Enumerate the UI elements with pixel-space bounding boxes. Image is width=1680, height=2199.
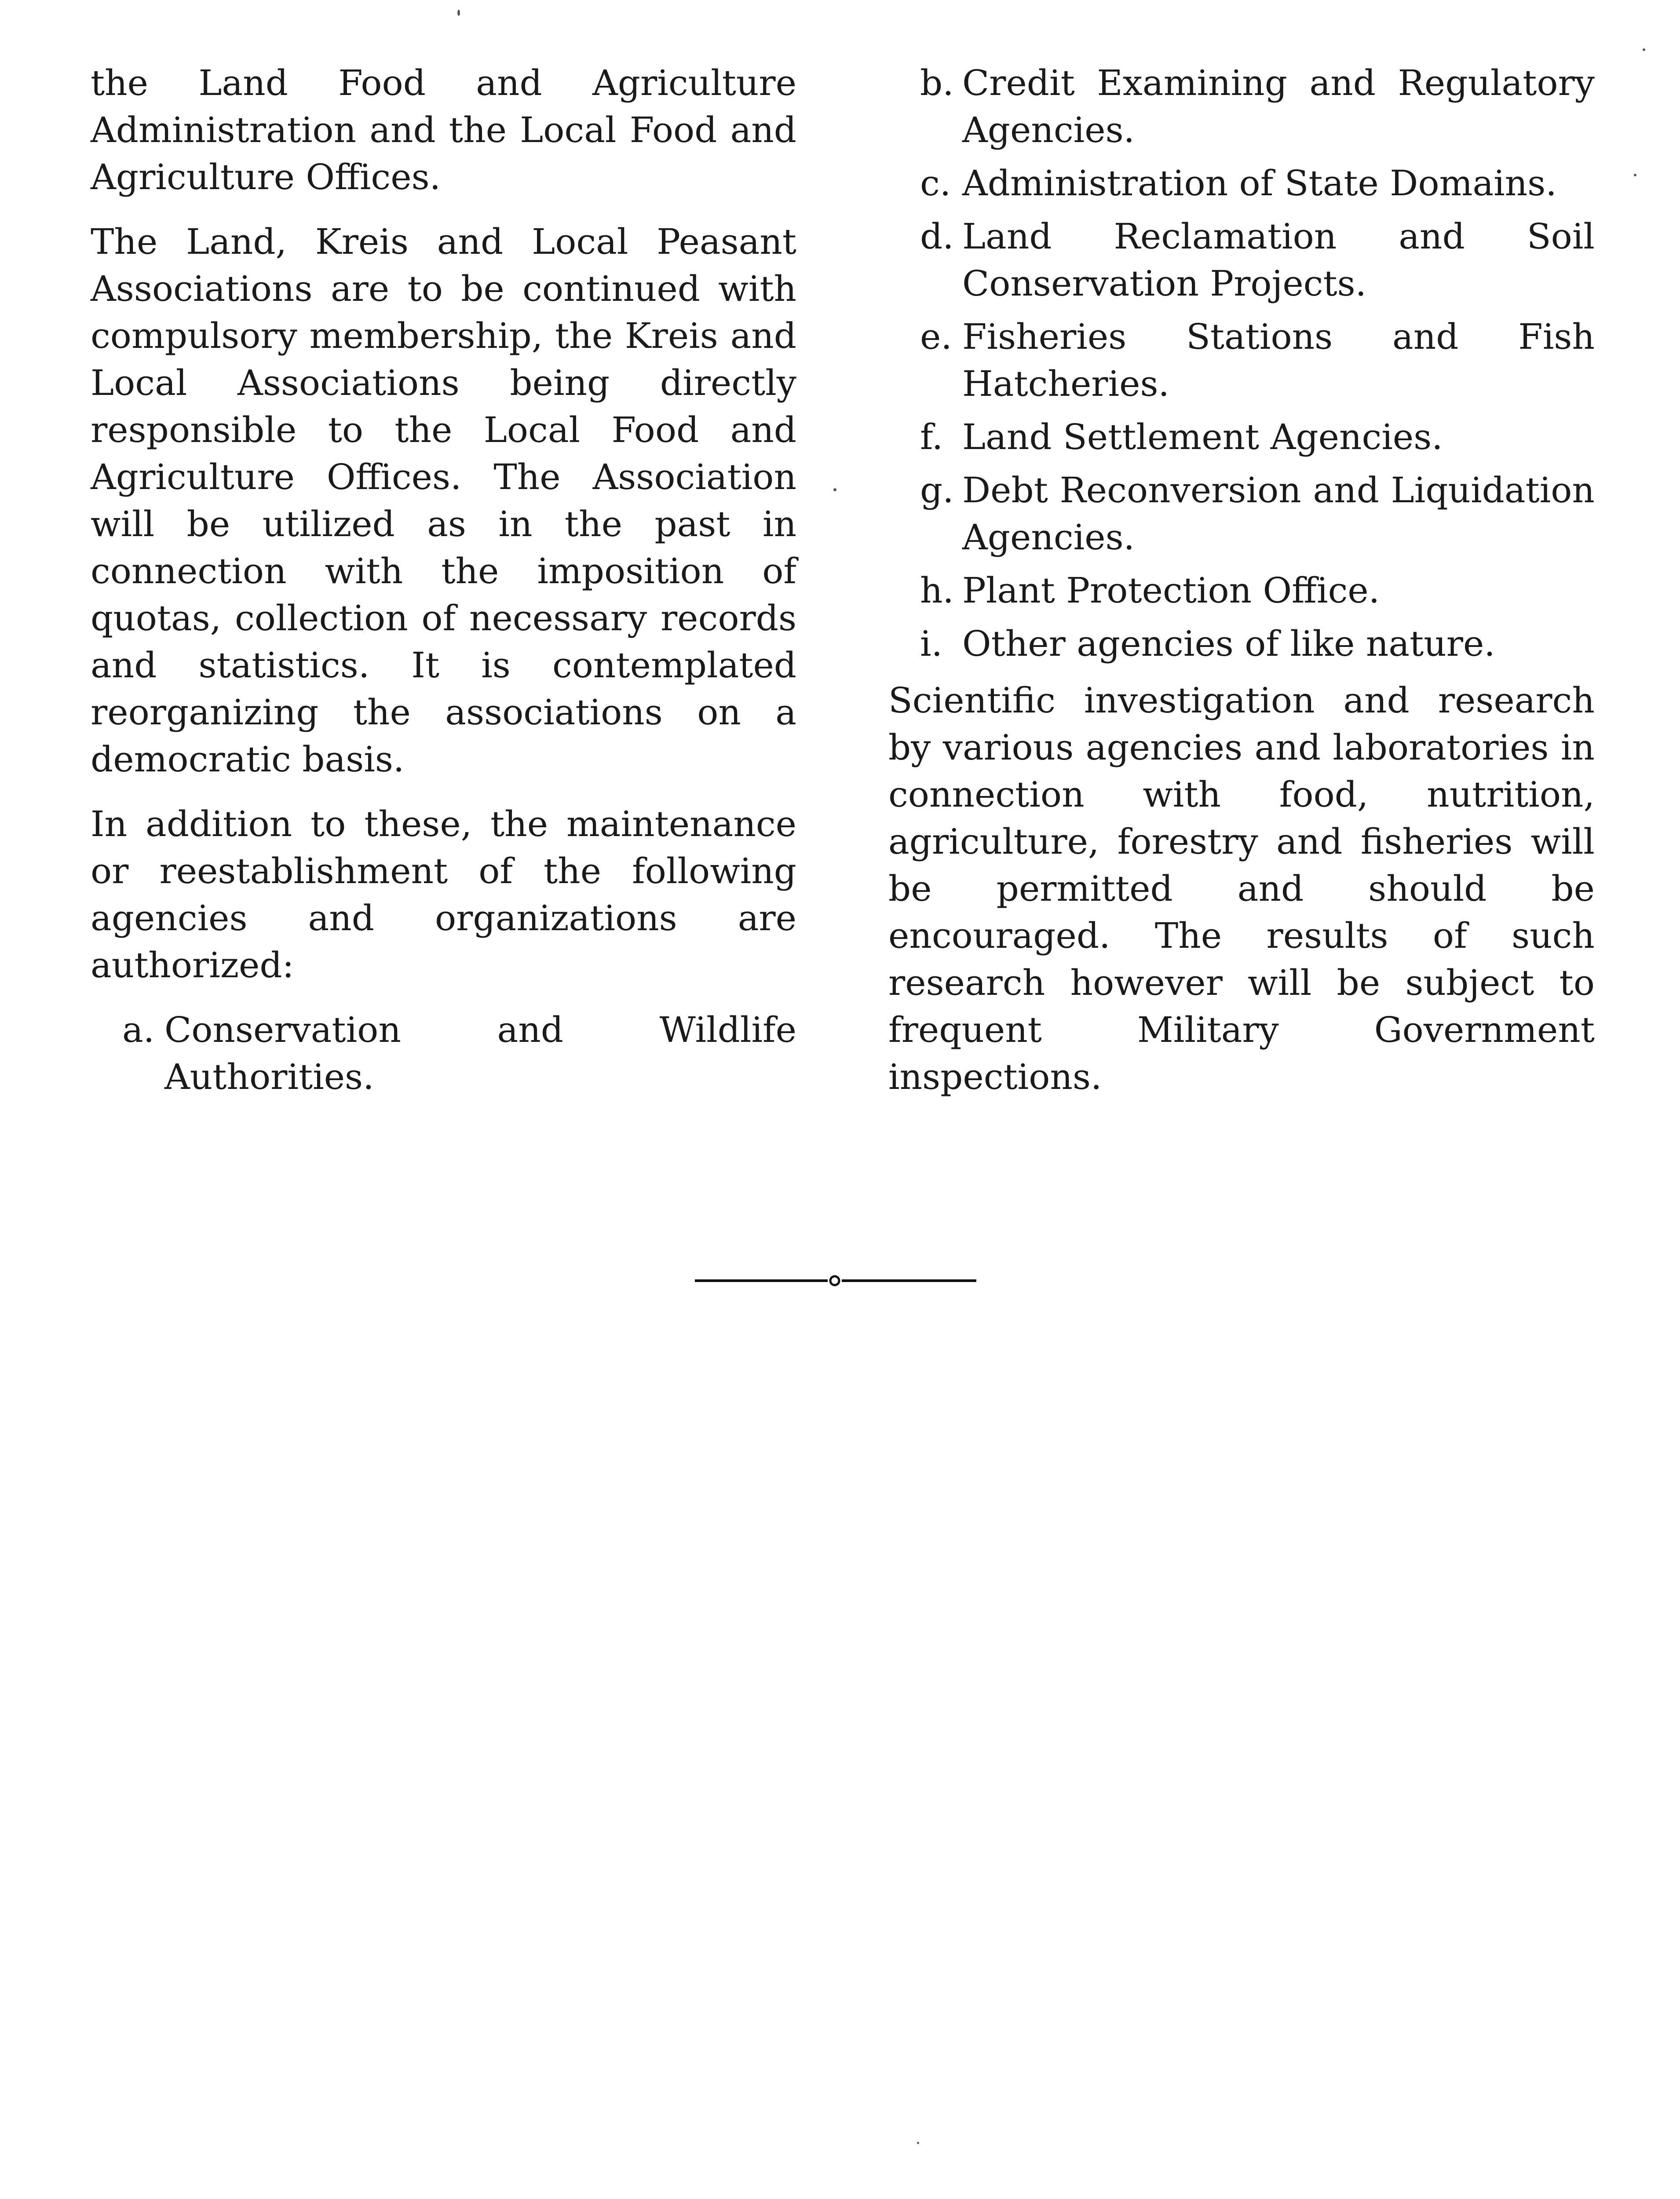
scan-speck — [917, 2142, 919, 2144]
paragraph: the Land Food and Agriculture Administration and the Local Food and Agriculture Offices. — [91, 62, 796, 197]
paragraph: In addition to these, the maintenance or reestablishment of the following agencies and organizations are authorized: — [91, 804, 796, 986]
list-item — [888, 213, 1595, 307]
list-item-text: Land Settlement Agencies. — [962, 416, 1443, 457]
scan-speck — [833, 488, 836, 491]
agency-list — [91, 1006, 796, 1100]
list-item — [888, 160, 1595, 207]
list-item-text: Fisheries Stations and Fish Hatcheries. — [962, 316, 1595, 404]
list-item — [888, 59, 1595, 153]
section-divider — [695, 1272, 976, 1289]
list-marker: c. — [920, 163, 951, 204]
list-marker: g. — [920, 470, 954, 511]
list-marker: i. — [920, 623, 943, 664]
left-column — [91, 59, 796, 1107]
scan-speck — [1634, 174, 1636, 176]
list-marker: h. — [920, 570, 954, 611]
list-marker: e. — [920, 316, 952, 357]
list-item-text: Debt Reconversion and Liquidation Agencies. — [962, 470, 1595, 558]
list-item — [888, 467, 1595, 561]
list-item-text: Other agencies of like nature. — [962, 623, 1495, 664]
list-item-text: Land Reclamation and Soil Conservation Projects. — [962, 216, 1595, 304]
list-item-text: Conservation and Wildlife Authorities. — [164, 1009, 796, 1097]
list-item-text: Administration of State Domains. — [962, 163, 1557, 204]
list-item — [888, 567, 1595, 614]
list-marker: f. — [920, 416, 943, 457]
list-marker: d. — [920, 216, 954, 257]
paragraph: Scientific investigation and research by various agencies and laboratories in connection with food, nutrition, agriculture, forestry and fisheries will be permitted and should be encouraged. The results of such research however will be subject to frequent Military Government inspections. — [888, 680, 1595, 1097]
list-item — [888, 313, 1595, 407]
scan-speck — [1643, 48, 1645, 51]
list-item-text: Plant Protection Office. — [962, 570, 1380, 611]
list-marker: a. — [122, 1009, 155, 1050]
list-item — [888, 413, 1595, 460]
paragraph: The Land, Kreis and Local Peasant Associations are to be continued with compulsory membership, the Kreis and Local Associations being directly responsible to the Local Food and Agriculture Offices. The Association will be utilized as in the past in connection with the imposition of quotas, collection of necessary records and statistics. It is contemplated reorganizing the associations on a democratic basis. — [91, 221, 796, 780]
agency-list — [888, 59, 1595, 667]
list-marker: b. — [920, 62, 954, 103]
right-column — [888, 59, 1595, 1118]
list-item-text: Credit Examining and Regulatory Agencies. — [962, 62, 1595, 150]
list-item — [888, 620, 1595, 667]
list-item — [91, 1006, 796, 1100]
scan-speck — [457, 10, 460, 16]
